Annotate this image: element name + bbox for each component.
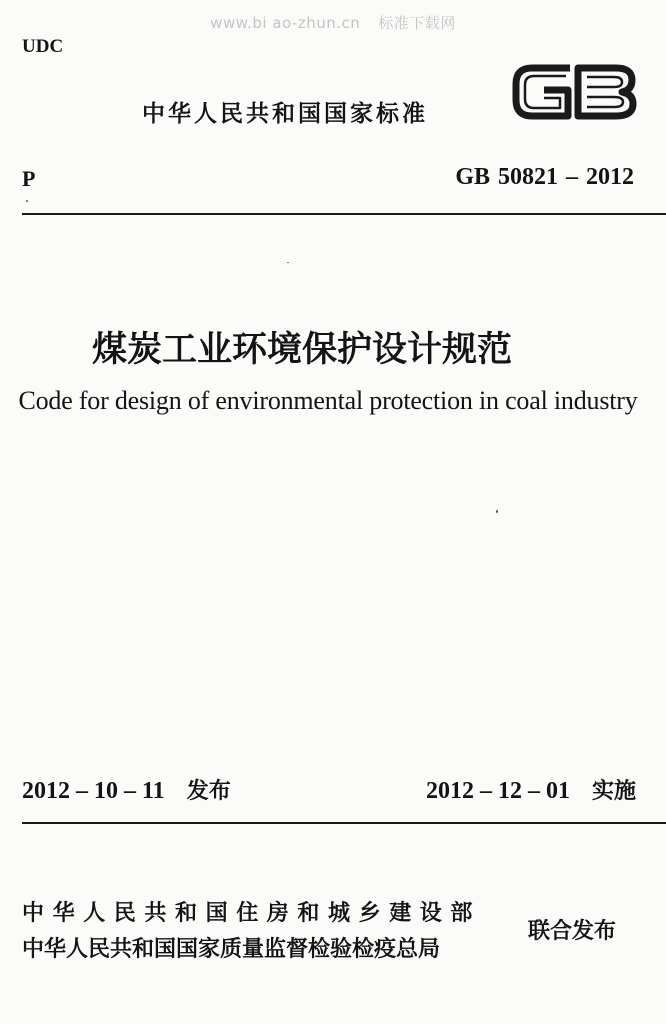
scan-speck xyxy=(26,200,28,202)
scan-speck xyxy=(496,510,498,513)
joint-issue-label: 联合发布 xyxy=(528,919,617,944)
effective-date: 2012 – 12 – 01 xyxy=(425,778,570,804)
bottom-divider xyxy=(22,822,666,824)
watermark-label: 标准下载网 xyxy=(378,14,456,32)
effective-date-line xyxy=(426,774,636,805)
issuer-ministry-housing: 中华人民共和国住房和城乡建设部 xyxy=(22,901,482,926)
issue-date: 2012 – 10 – 11 xyxy=(22,778,165,804)
watermark-site: www.bi ao-zhun.cn xyxy=(210,14,361,32)
top-divider xyxy=(22,213,666,215)
issue-date-line xyxy=(22,774,231,805)
udc-label: UDC xyxy=(22,36,64,57)
effective-label: 实施 xyxy=(591,779,636,804)
issue-label: 发布 xyxy=(186,779,231,804)
title-english: Code for design of environmental protection in coal industry xyxy=(18,386,638,415)
standard-number: GB 50821 – 2012 xyxy=(455,164,634,190)
watermark xyxy=(0,12,666,33)
gb-logo-icon xyxy=(510,60,638,124)
classification-code: P xyxy=(22,166,36,191)
national-standard-heading: 中华人民共和国国家标准 xyxy=(142,101,428,127)
scan-speck xyxy=(287,262,289,263)
title-chinese: 煤炭工业环境保护设计规范 xyxy=(92,330,513,370)
issuer-aqsiq: 中华人民共和国国家质量监督检验检疫总局 xyxy=(22,937,441,962)
